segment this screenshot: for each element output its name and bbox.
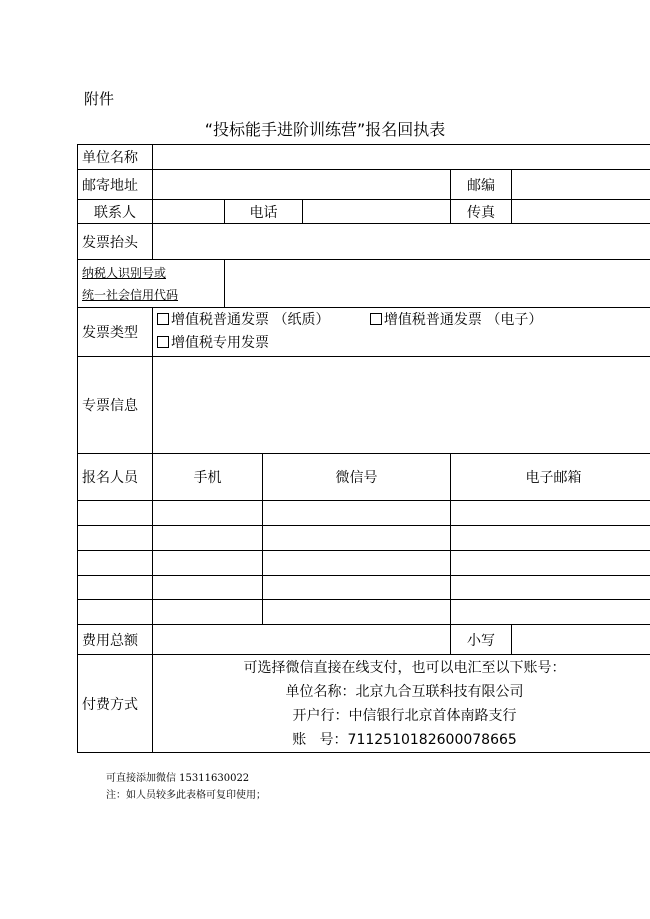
invoice-header-field[interactable]	[153, 224, 650, 260]
registrant-email-cell[interactable]	[451, 600, 650, 625]
payment-line-4: 账 号：7112510182600078665	[292, 731, 517, 748]
postcode-label: 邮编	[451, 170, 512, 200]
registrant-mobile-cell[interactable]	[153, 600, 263, 625]
registrant-mobile-cell[interactable]	[153, 526, 263, 551]
payment-line-3: 开户行：中信银行北京首体南路支行	[292, 707, 517, 724]
tax-id-field[interactable]	[225, 260, 650, 308]
registrants-label: 报名人员	[78, 454, 153, 501]
invoice-option-electronic[interactable]: 增值税普通发票 （电子）	[370, 312, 542, 328]
wechat-column-header: 微信号	[263, 454, 451, 501]
registrant-email-cell[interactable]	[451, 551, 650, 576]
registrant-wechat-cell[interactable]	[263, 551, 451, 576]
table-row	[78, 526, 650, 551]
registrant-mobile-cell[interactable]	[153, 501, 263, 526]
mobile-column-header: 手机	[153, 454, 263, 501]
checkbox-icon[interactable]	[157, 336, 169, 348]
registrant-wechat-cell[interactable]	[263, 600, 451, 625]
registrant-name-cell[interactable]	[78, 551, 153, 576]
lowercase-label: 小写	[451, 625, 512, 655]
email-column-header: 电子邮箱	[451, 454, 650, 501]
total-fee-label: 费用总额	[78, 625, 153, 655]
notes	[106, 770, 266, 804]
unit-name-field[interactable]	[153, 145, 650, 170]
invoice-type-options	[153, 308, 650, 357]
lowercase-field[interactable]	[512, 625, 650, 655]
fax-label: 传真	[451, 200, 512, 224]
special-info-field[interactable]	[153, 357, 650, 454]
mail-address-label: 邮寄地址	[78, 170, 153, 200]
registrant-mobile-cell[interactable]	[153, 576, 263, 600]
contact-label: 联系人	[78, 200, 153, 224]
registrant-wechat-cell[interactable]	[263, 501, 451, 526]
payment-line-2: 单位名称：北京九合互联科技有限公司	[285, 683, 524, 700]
registrant-wechat-cell[interactable]	[263, 526, 451, 551]
registrant-name-cell[interactable]	[78, 501, 153, 526]
phone-field[interactable]	[303, 200, 451, 224]
registrant-name-cell[interactable]	[78, 576, 153, 600]
table-row	[78, 551, 650, 576]
registrant-name-cell[interactable]	[78, 600, 153, 625]
remark-note: 注：如人员较多此表格可复印使用；	[106, 790, 266, 801]
contact-field[interactable]	[153, 200, 225, 224]
registrant-name-cell[interactable]	[78, 526, 153, 551]
phone-label: 电话	[225, 200, 303, 224]
checkbox-icon[interactable]	[157, 313, 169, 325]
checkbox-icon[interactable]	[370, 313, 382, 325]
registration-form	[77, 144, 650, 753]
mail-address-field[interactable]	[153, 170, 451, 200]
fax-field[interactable]	[512, 200, 650, 224]
registrant-mobile-cell[interactable]	[153, 551, 263, 576]
invoice-option-special[interactable]: 增值税专用发票	[157, 335, 269, 351]
table-row	[78, 501, 650, 526]
total-fee-field[interactable]	[153, 625, 451, 655]
registrant-wechat-cell[interactable]	[263, 576, 451, 600]
invoice-type-label: 发票类型	[78, 308, 153, 357]
invoice-header-label: 发票抬头	[78, 224, 153, 260]
unit-name-label: 单位名称	[78, 145, 153, 170]
table-row	[78, 576, 650, 600]
invoice-option-paper[interactable]: 增值税普通发票 （纸质）	[157, 312, 334, 328]
tax-id-label-line1: 纳税人识别号或	[82, 265, 167, 280]
payment-method-label: 付费方式	[78, 655, 153, 753]
special-info-label: 专票信息	[78, 357, 153, 454]
table-row	[78, 600, 650, 625]
wechat-note: 可直接添加微信 15311630022	[106, 773, 250, 784]
attachment-label: 附件	[84, 90, 115, 108]
registrant-email-cell[interactable]	[451, 526, 650, 551]
payment-line-1: 可选择微信直接在线支付，也可以电汇至以下账号：	[243, 659, 566, 676]
form-title: “投标能手进阶训练营”报名回执表	[204, 120, 446, 139]
postcode-field[interactable]	[512, 170, 650, 200]
tax-id-label-line2: 统一社会信用代码	[82, 287, 179, 302]
payment-details	[153, 655, 650, 753]
registrant-email-cell[interactable]	[451, 501, 650, 526]
registrant-email-cell[interactable]	[451, 576, 650, 600]
tax-id-label	[78, 260, 225, 308]
